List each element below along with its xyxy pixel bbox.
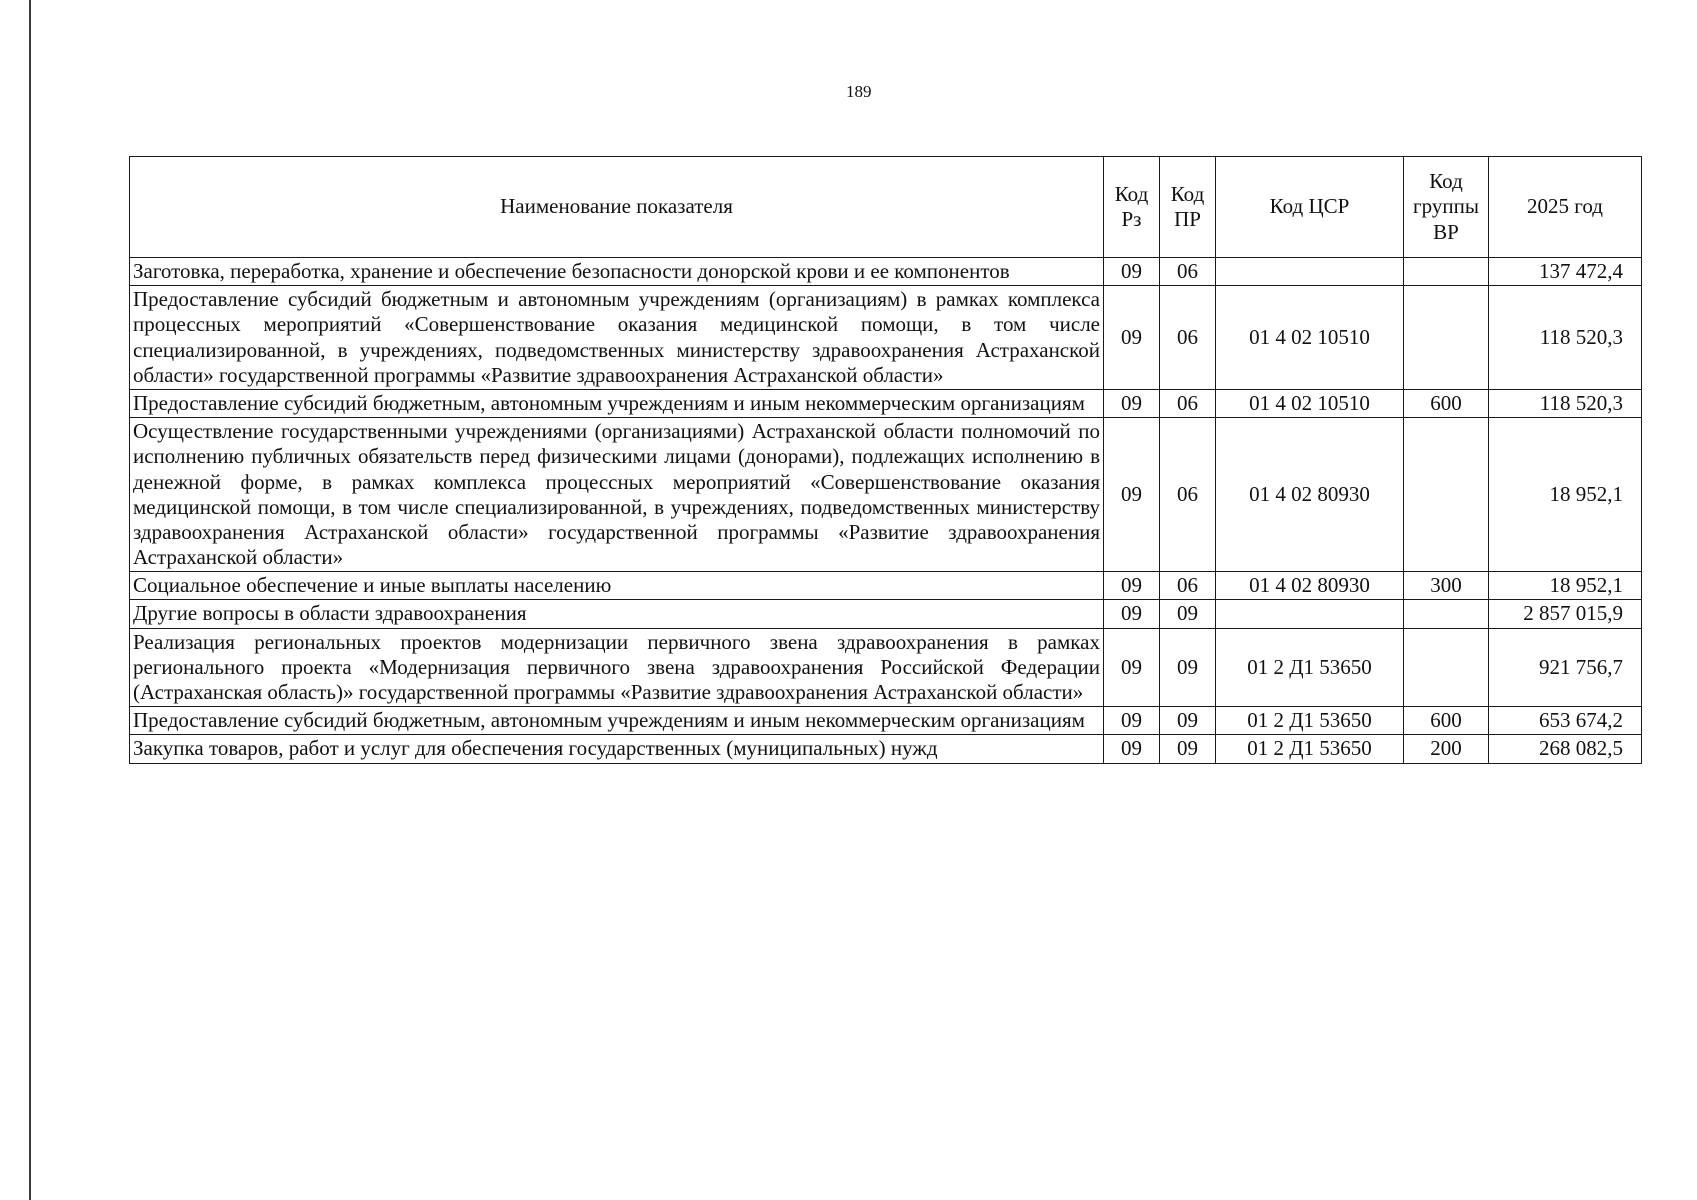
row-csr: 01 2 Д1 53650 xyxy=(1216,707,1404,735)
binding-margin-line xyxy=(29,0,31,1200)
row-name: Заготовка, переработка, хранение и обеспечение безопасности донорской крови и ее компонентов xyxy=(130,258,1104,286)
row-pr: 09 xyxy=(1160,600,1216,628)
row-name: Предоставление субсидий бюджетным и автономным учреждениям (организациям) в рамках комплекса процессных мероприятий «Совершенствование оказания медицинской помощи, в том числе специализированной, в учреждениях, подведомственных министерству здравоохранения Астраханской области» государственной программы «Развитие здравоохранения Астраханской области» xyxy=(130,286,1104,390)
row-rz: 09 xyxy=(1104,286,1160,390)
row-vr xyxy=(1404,628,1489,707)
row-rz: 09 xyxy=(1104,707,1160,735)
row-vr xyxy=(1404,286,1489,390)
row-csr: 01 2 Д1 53650 xyxy=(1216,628,1404,707)
row-csr xyxy=(1216,600,1404,628)
row-amount: 18 952,1 xyxy=(1489,418,1642,572)
row-vr xyxy=(1404,258,1489,286)
row-amount: 118 520,3 xyxy=(1489,389,1642,417)
header-year: 2025 год xyxy=(1489,157,1642,258)
row-amount: 921 756,7 xyxy=(1489,628,1642,707)
row-amount: 118 520,3 xyxy=(1489,286,1642,390)
row-amount: 2 857 015,9 xyxy=(1489,600,1642,628)
table-row xyxy=(130,418,1642,572)
row-rz: 09 xyxy=(1104,418,1160,572)
row-vr xyxy=(1404,418,1489,572)
table-row xyxy=(130,258,1642,286)
row-vr: 600 xyxy=(1404,389,1489,417)
row-vr: 300 xyxy=(1404,572,1489,600)
header-pr: Код ПР xyxy=(1160,157,1216,258)
row-pr: 09 xyxy=(1160,735,1216,763)
row-pr: 06 xyxy=(1160,418,1216,572)
row-vr: 200 xyxy=(1404,735,1489,763)
header-rz: Код Рз xyxy=(1104,157,1160,258)
table-row xyxy=(130,735,1642,763)
row-amount: 268 082,5 xyxy=(1489,735,1642,763)
row-name: Другие вопросы в области здравоохранения xyxy=(130,600,1104,628)
row-name: Предоставление субсидий бюджетным, автономным учреждениям и иным некоммерческим организациям xyxy=(130,707,1104,735)
row-amount: 137 472,4 xyxy=(1489,258,1642,286)
row-rz: 09 xyxy=(1104,389,1160,417)
row-name: Социальное обеспечение и иные выплаты населению xyxy=(130,572,1104,600)
table-row xyxy=(130,572,1642,600)
row-csr: 01 4 02 80930 xyxy=(1216,572,1404,600)
row-csr: 01 2 Д1 53650 xyxy=(1216,735,1404,763)
row-csr: 01 4 02 80930 xyxy=(1216,418,1404,572)
row-amount: 18 952,1 xyxy=(1489,572,1642,600)
table-row xyxy=(130,600,1642,628)
row-pr: 06 xyxy=(1160,572,1216,600)
header-vr: Код группы ВР xyxy=(1404,157,1489,258)
row-vr xyxy=(1404,600,1489,628)
header-name: Наименование показателя xyxy=(130,157,1104,258)
row-pr: 06 xyxy=(1160,258,1216,286)
table-header-row xyxy=(130,157,1642,258)
table-row xyxy=(130,707,1642,735)
row-pr: 06 xyxy=(1160,286,1216,390)
row-csr: 01 4 02 10510 xyxy=(1216,389,1404,417)
page-number: 189 xyxy=(846,82,872,101)
row-name: Закупка товаров, работ и услуг для обеспечения государственных (муниципальных) нужд xyxy=(130,735,1104,763)
row-pr: 06 xyxy=(1160,389,1216,417)
row-rz: 09 xyxy=(1104,258,1160,286)
table-row xyxy=(130,286,1642,390)
row-pr: 09 xyxy=(1160,628,1216,707)
row-rz: 09 xyxy=(1104,600,1160,628)
row-rz: 09 xyxy=(1104,628,1160,707)
table-row xyxy=(130,628,1642,707)
row-name: Предоставление субсидий бюджетным, автономным учреждениям и иным некоммерческим организациям xyxy=(130,389,1104,417)
row-csr xyxy=(1216,258,1404,286)
row-vr: 600 xyxy=(1404,707,1489,735)
table-row xyxy=(130,389,1642,417)
row-name: Осуществление государственными учреждениями (организациями) Астраханской области полномочий по исполнению публичных обязательств перед физическими лицами (донорами), подлежащих исполнению в денежной форме, в рамках комплекса процессных мероприятий «Совершенствование оказания медицинской помощи, в том числе специализированной, в учреждениях, подведомственных министерству здравоохранения Астраханской области» государственной программы «Развитие здравоохранения Астраханской области» xyxy=(130,418,1104,572)
row-pr: 09 xyxy=(1160,707,1216,735)
header-csr: Код ЦСР xyxy=(1216,157,1404,258)
budget-table xyxy=(129,156,1642,764)
row-amount: 653 674,2 xyxy=(1489,707,1642,735)
row-csr: 01 4 02 10510 xyxy=(1216,286,1404,390)
row-name: Реализация региональных проектов модернизации первичного звена здравоохранения в рамках регионального проекта «Модернизация первичного звена здравоохранения Российской Федерации (Астраханская область)» государственной программы «Развитие здравоохранения Астраханской области» xyxy=(130,628,1104,707)
row-rz: 09 xyxy=(1104,735,1160,763)
row-rz: 09 xyxy=(1104,572,1160,600)
